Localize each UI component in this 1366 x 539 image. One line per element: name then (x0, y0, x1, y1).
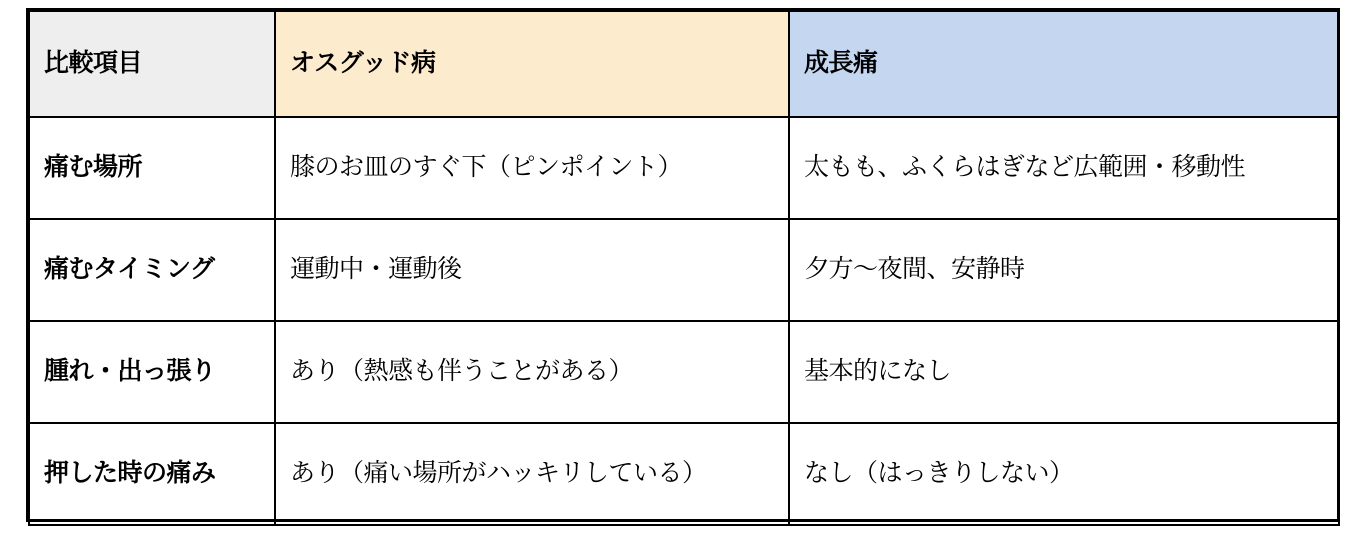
row-label-swelling: 腫れ・出っ張り (29, 321, 275, 423)
table-row (29, 321, 1339, 423)
column-header-item: 比較項目 (29, 11, 275, 117)
row-label-pain-timing: 痛むタイミング (29, 219, 275, 321)
cell-osgood-pressure-pain: あり（痛い場所がハッキリしている） (275, 423, 789, 525)
cell-growing-pain-pain-location: 太もも、ふくらはぎなど広範囲・移動性 (789, 117, 1339, 219)
comparison-table (28, 10, 1340, 526)
column-header-growing-pain: 成長痛 (789, 11, 1339, 117)
column-header-osgood: オスグッド病 (275, 11, 789, 117)
cell-osgood-pain-timing: 運動中・運動後 (275, 219, 789, 321)
cell-growing-pain-pain-timing: 夕方〜夜間、安静時 (789, 219, 1339, 321)
cell-osgood-pain-location: 膝のお皿のすぐ下（ピンポイント） (275, 117, 789, 219)
cell-osgood-swelling: あり（熱感も伴うことがある） (275, 321, 789, 423)
table-header-row (29, 11, 1339, 117)
table-row (29, 423, 1339, 525)
table-row (29, 117, 1339, 219)
cell-growing-pain-pressure-pain: なし（はっきりしない） (789, 423, 1339, 525)
row-label-pain-location: 痛む場所 (29, 117, 275, 219)
cell-growing-pain-swelling: 基本的になし (789, 321, 1339, 423)
row-label-pressure-pain: 押した時の痛み (29, 423, 275, 525)
table-row (29, 219, 1339, 321)
comparison-table-container (28, 10, 1338, 520)
